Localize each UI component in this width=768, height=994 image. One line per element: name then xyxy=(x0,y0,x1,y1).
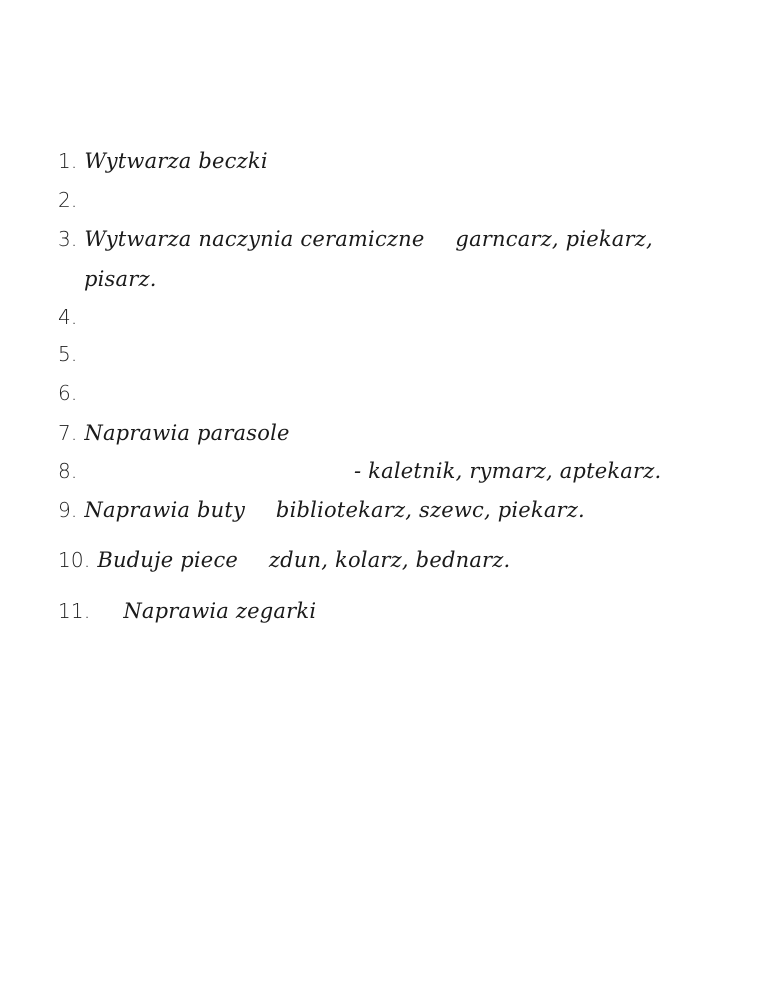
item-number: 6. xyxy=(58,381,78,405)
item-answer: - kaletnik, rymarz, aptekarz. xyxy=(354,459,662,483)
item-answer: bibliotekarz, szewc, piekarz. xyxy=(275,498,585,522)
item-answer-continuation: pisarz. xyxy=(84,267,157,291)
item-number: 1. xyxy=(58,149,78,173)
item-answer: zdun, kolarz, bednarz. xyxy=(268,548,511,572)
item-number: 4. xyxy=(58,305,78,329)
item-number: 11. xyxy=(58,599,91,623)
list-item-10 xyxy=(58,547,510,573)
list-item-6 xyxy=(58,380,77,406)
list-item-1 xyxy=(58,148,268,174)
item-question: Buduje piece xyxy=(97,548,239,572)
list-item-4 xyxy=(58,304,77,330)
item-number: 8. xyxy=(58,459,78,483)
item-number: 7. xyxy=(58,421,78,445)
item-question: Naprawia zegarki xyxy=(123,599,317,623)
list-item-5 xyxy=(58,341,77,367)
item-number: 3. xyxy=(58,227,78,251)
list-item-3-continuation xyxy=(84,266,157,292)
list-item-2 xyxy=(58,187,77,213)
item-number: 2. xyxy=(58,188,78,212)
item-question: Naprawia buty xyxy=(84,498,246,522)
item-number: 9. xyxy=(58,498,78,522)
item-question: Wytwarza beczki xyxy=(84,149,268,173)
item-question: Wytwarza naczynia ceramiczne xyxy=(84,227,425,251)
list-item-11 xyxy=(58,598,316,624)
item-answer: garncarz, piekarz, xyxy=(455,227,653,251)
item-number: 10. xyxy=(58,548,91,572)
list-item-7 xyxy=(58,420,290,446)
item-number: 5. xyxy=(58,342,78,366)
list-item-9 xyxy=(58,497,585,523)
list-item-3 xyxy=(58,226,653,252)
item-question: Naprawia parasole xyxy=(84,421,290,445)
list-item-8 xyxy=(58,458,708,484)
